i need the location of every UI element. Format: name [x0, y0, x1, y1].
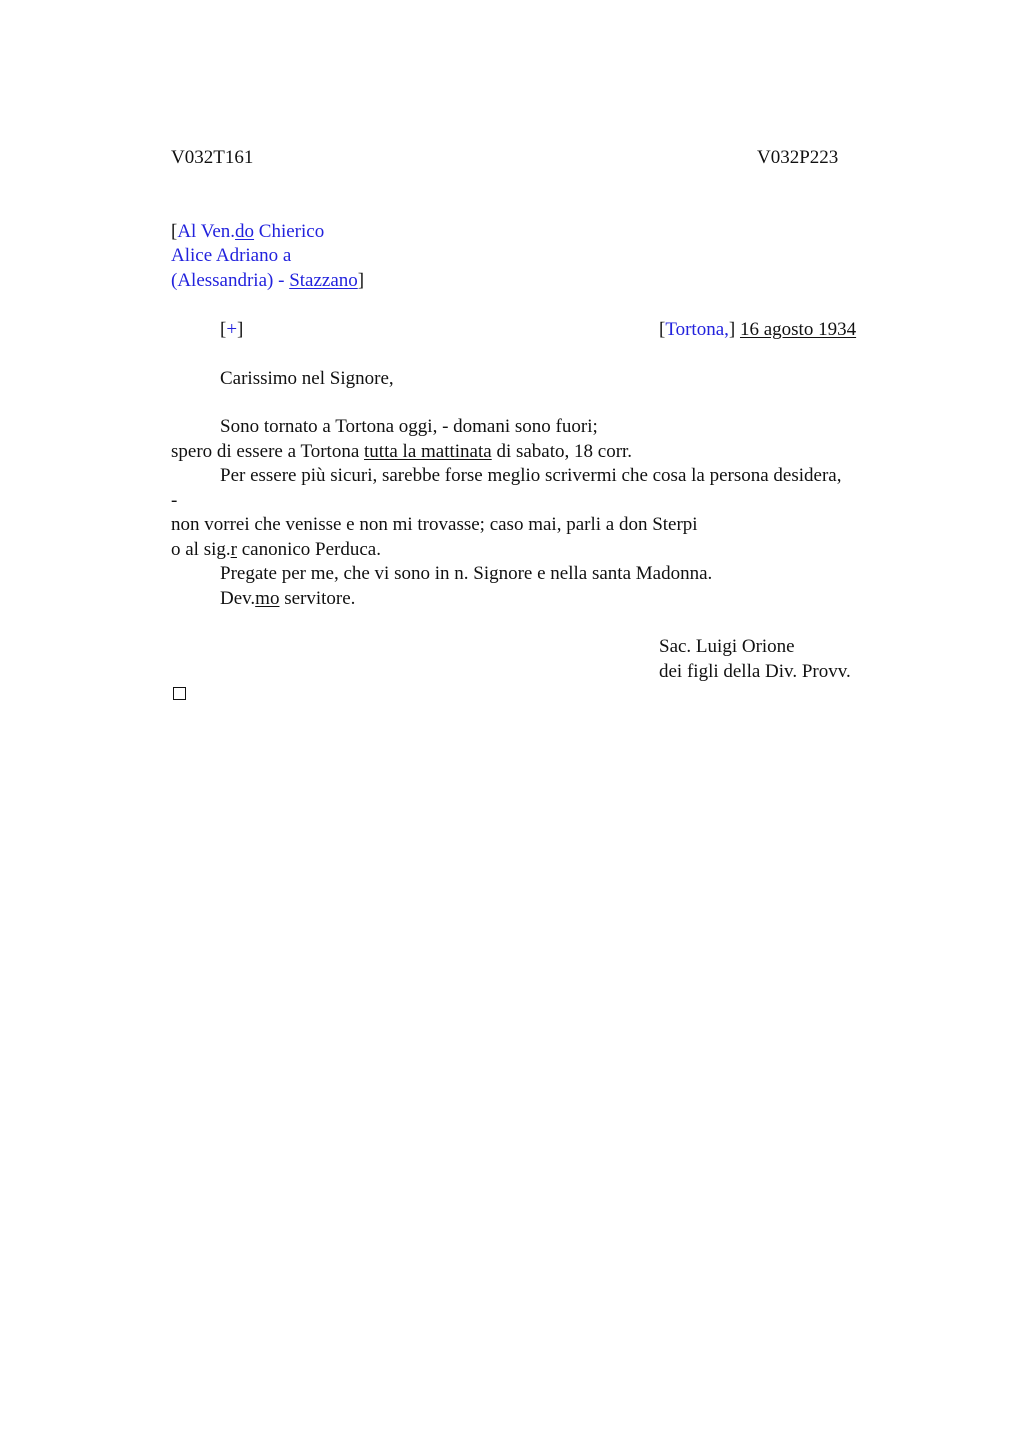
header-right-code: V032P223	[757, 147, 839, 168]
place-open-bracket: [	[659, 319, 666, 340]
place-close-bracket: ]	[728, 319, 736, 340]
body-p2-dash: -	[171, 490, 178, 511]
end-marker-box-icon	[173, 687, 186, 700]
p2-line3-suffix: canonico Perduca.	[236, 539, 381, 560]
signature-title: dei figli della Div. Provv.	[659, 661, 851, 682]
body-p2-line3	[171, 538, 381, 562]
closing-abbrev: mo	[255, 588, 280, 609]
body-p1-line2	[171, 440, 632, 464]
salutation: Carissimo nel Signore,	[220, 368, 394, 389]
address-line-2: Alice Adriano a	[171, 245, 292, 266]
cross-open-bracket: [	[220, 319, 227, 340]
dateline-date: 16 agosto 1934	[739, 319, 857, 340]
dateline-place: Tortona,	[665, 319, 729, 340]
dateline-cross	[220, 318, 243, 342]
closing-prefix: Dev.	[220, 588, 256, 609]
p2-line3-abbrev: r	[230, 539, 237, 560]
address-place: Stazzano	[289, 270, 358, 291]
dateline-place-date	[659, 318, 856, 342]
p2-line3-prefix: o al sig.	[171, 539, 231, 560]
signature-name: Sac. Luigi Orione	[659, 636, 795, 657]
body-p1-line1: Sono tornato a Tortona oggi, - domani sono fuori;	[220, 416, 598, 437]
address-close-bracket: ]	[357, 270, 365, 291]
closing-line	[220, 587, 355, 611]
address-province: (Alessandria) -	[171, 270, 290, 291]
address-open-bracket: [	[171, 221, 178, 242]
cross-icon: +	[226, 319, 238, 340]
address-title: Al Ven.	[177, 221, 236, 242]
p1-line2-suffix: di sabato, 18 corr.	[491, 441, 633, 462]
cross-close-bracket: ]	[237, 319, 244, 340]
address-title-abbrev: do	[235, 221, 255, 242]
address-role: Chierico	[254, 221, 325, 242]
body-p2-line2: non vorrei che venisse e non mi trovasse; caso mai, parli a don Sterpi	[171, 514, 698, 535]
header-left-code: V032T161	[171, 147, 254, 168]
closing-suffix: servitore.	[279, 588, 356, 609]
body-p3-line1: Pregate per me, che vi sono in n. Signore e nella santa Madonna.	[220, 563, 713, 584]
p1-line2-underlined: tutta la mattinata	[364, 441, 492, 462]
p1-line2-prefix: spero di essere a Tortona	[171, 441, 365, 462]
body-p2-line1: Per essere più sicuri, sarebbe forse meglio scrivermi che cosa la persona desidera,	[220, 465, 842, 486]
address-line-1	[171, 220, 324, 244]
address-line-3	[171, 269, 364, 293]
